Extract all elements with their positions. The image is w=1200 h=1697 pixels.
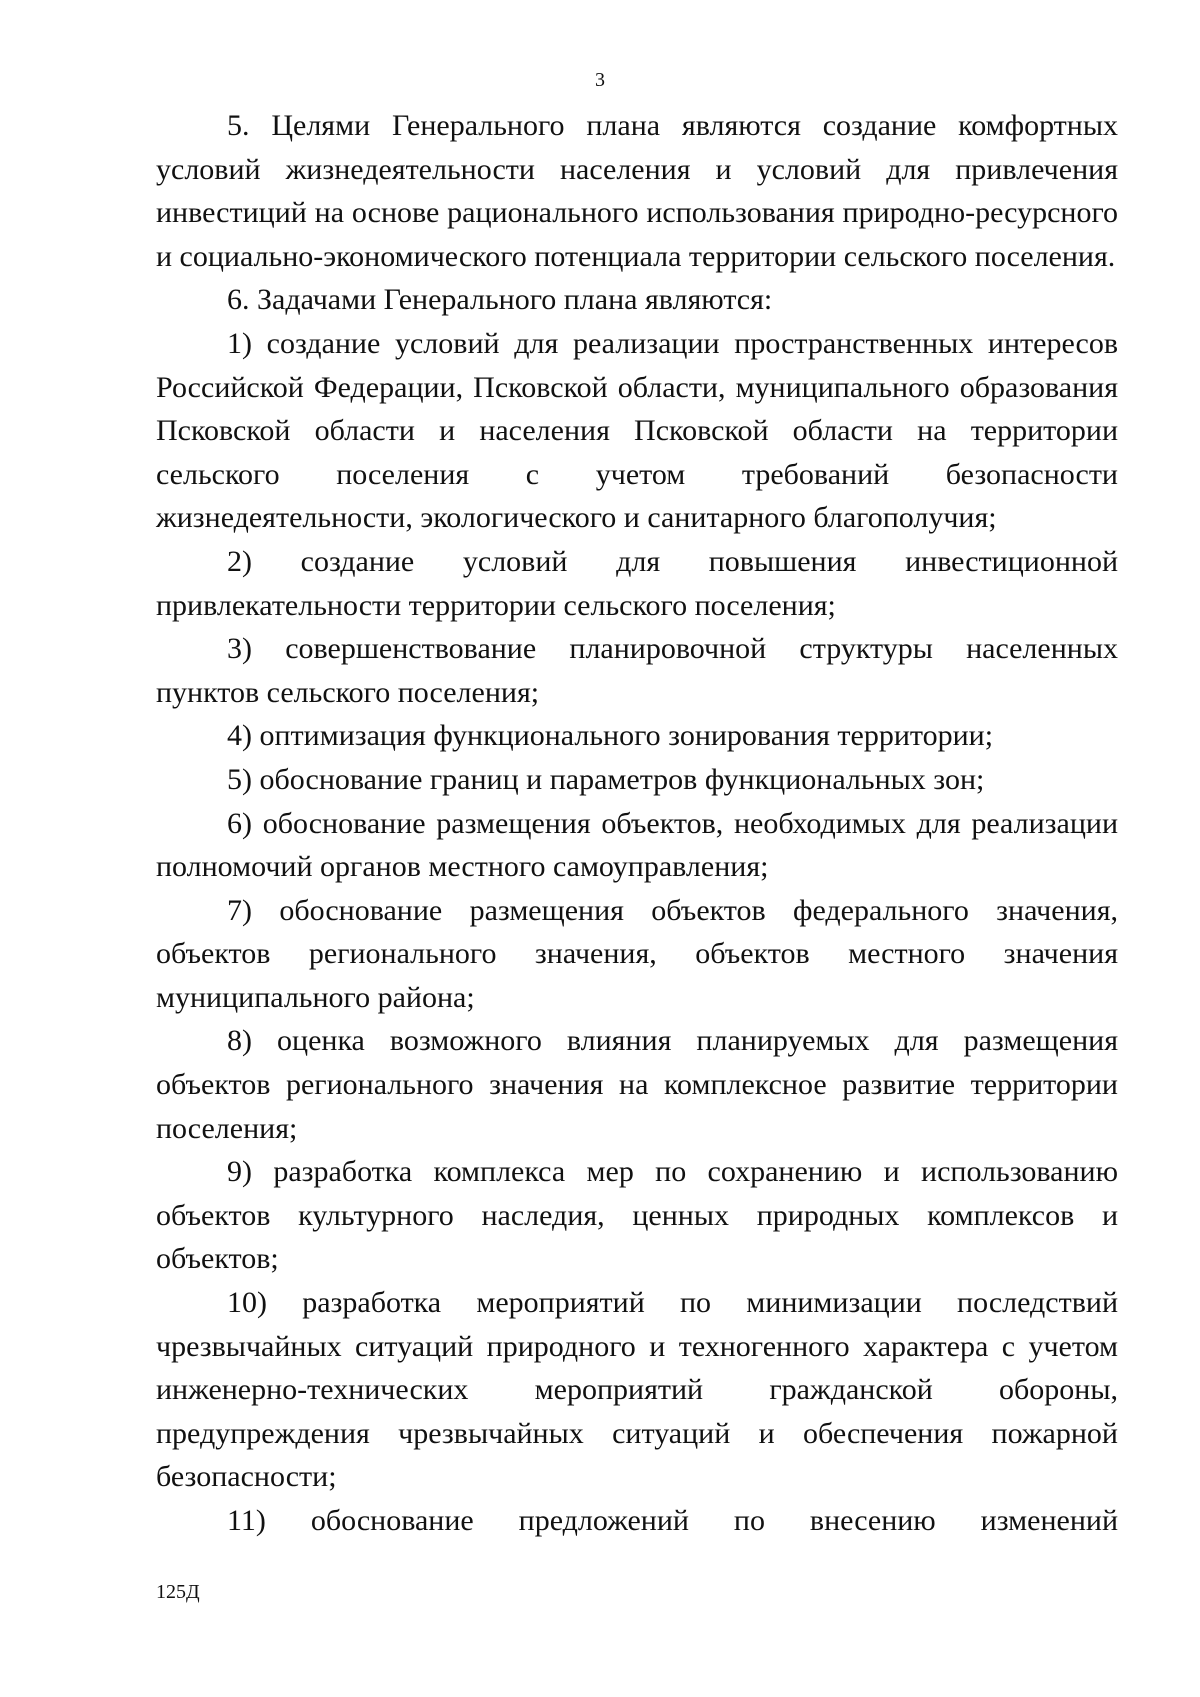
list-item-8: 8) оценка возможного влияния планируемых для размещения объектов регионального значения на комплексное развитие территории поселения; bbox=[156, 1024, 1118, 1145]
document-code: 125Д bbox=[156, 1581, 200, 1603]
list-item-5: 5) обоснование границ и параметров функциональных зон; bbox=[227, 762, 985, 796]
list-item-9: 9) разработка комплекса мер по сохранению и использованию объектов культурного наследия, ценных природных комплексов и объектов; bbox=[156, 1155, 1118, 1276]
list-item-10: 10) разработка мероприятий по минимизации последствий чрезвычайных ситуаций природного и техногенного характера с учетом инженерно-технических мероприятий гражданской обороны, предупреждения чрезвычайных ситуаций и обеспечения пожарной безопасности; bbox=[156, 1286, 1118, 1494]
page-number: 3 bbox=[595, 69, 605, 91]
paragraph-goals: 5. Целями Генерального плана являются создание комфортных условий жизнедеятельности населения и условий для привлечения инвестиций на основе рационального использования природно-ресурсного и социально-экономического потенциала территории сельского поселения. bbox=[156, 109, 1118, 273]
paragraph-tasks-heading: 6. Задачами Генерального плана являются: bbox=[227, 283, 773, 317]
list-item-11: 11) обоснование предложений по внесению изменений bbox=[227, 1504, 1118, 1537]
list-item-7: 7) обоснование размещения объектов федерального значения, объектов регионального значения, объектов местного значения муниципального района; bbox=[156, 893, 1118, 1014]
list-item-6: 6) обоснование размещения объектов, необходимых для реализации полномочий органов местного самоуправления; bbox=[156, 806, 1118, 884]
list-item-2: 2) создание условий для повышения инвестиционной привлекательности территории сельского поселения; bbox=[156, 544, 1118, 622]
list-item-4: 4) оптимизация функционального зонирования территории; bbox=[227, 719, 994, 753]
document-body bbox=[156, 104, 1118, 1543]
list-item-3: 3) совершенствование планировочной структуры населенных пунктов сельского поселения; bbox=[156, 632, 1118, 709]
list-item-1: 1) создание условий для реализации пространственных интересов Российской Федерации, Псковской области, муниципального образования Псковской области и населения Псковской области на территории сельского поселения с учетом требований безопасности жизнедеятельности, экологического и санитарного благополучия; bbox=[156, 326, 1118, 535]
